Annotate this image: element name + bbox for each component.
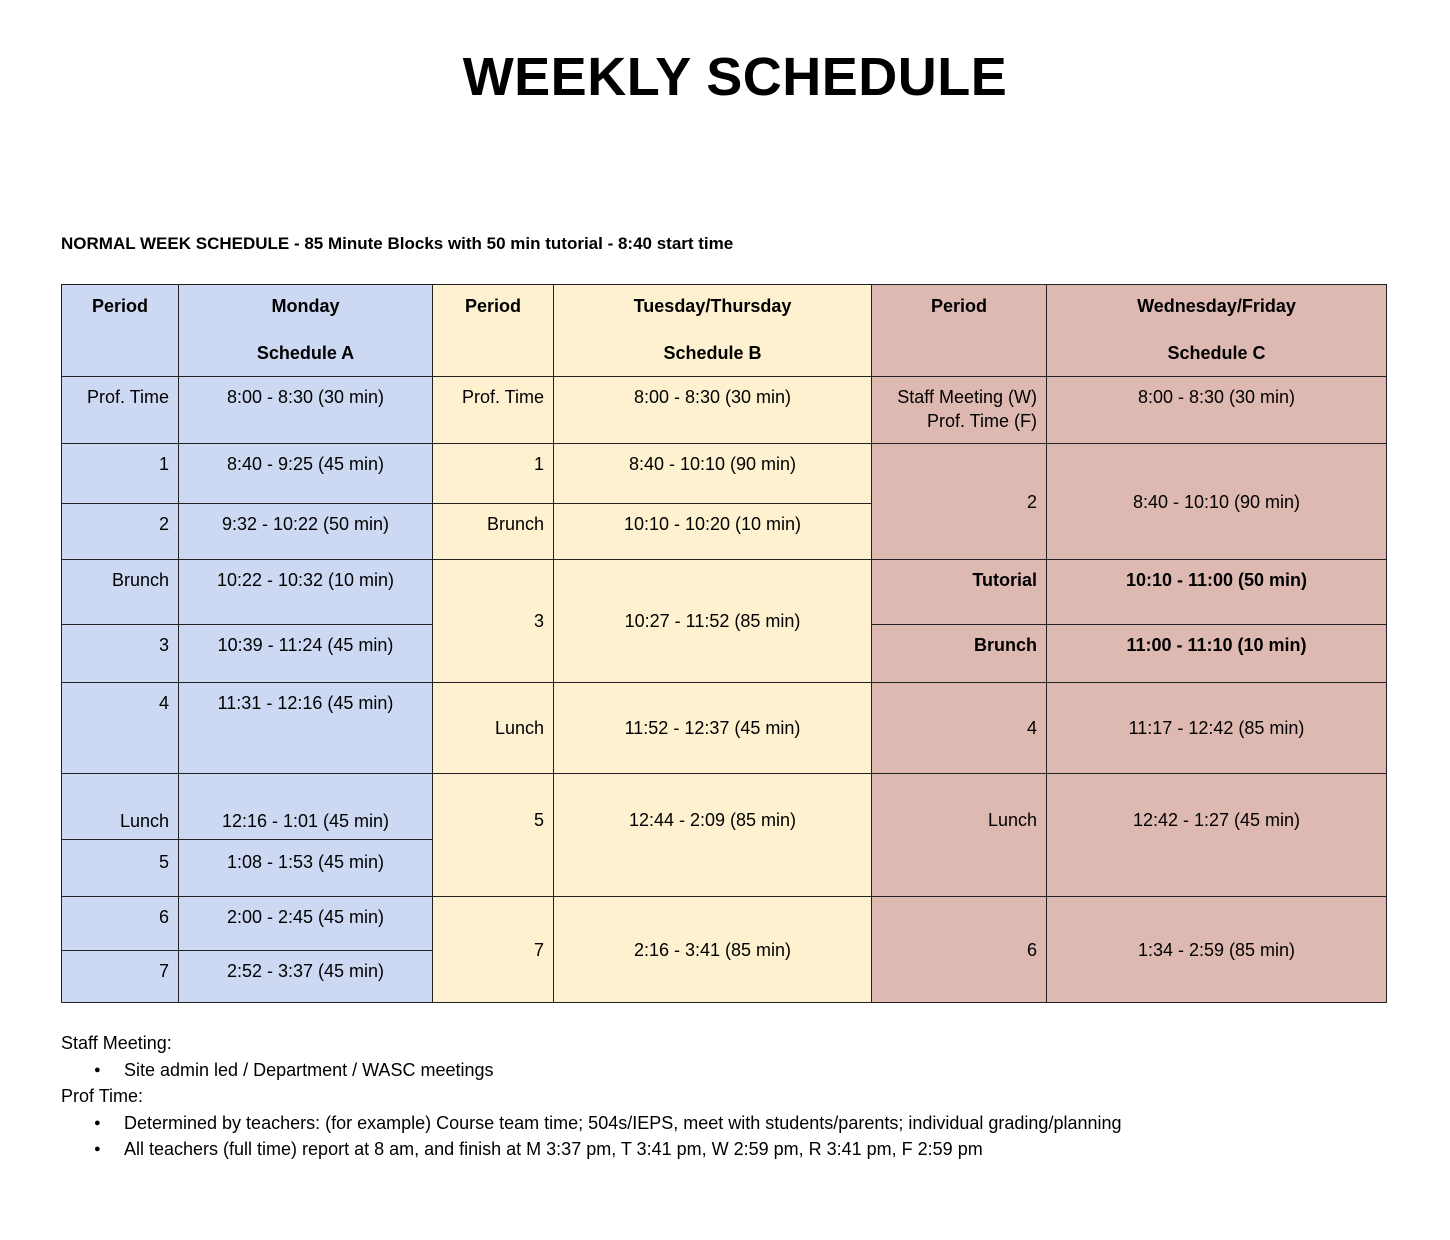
header-tue-thu xyxy=(554,285,872,377)
wed-fri-period-cell xyxy=(872,377,1047,444)
tue-thu-period-cell: Lunch xyxy=(433,683,554,774)
tue-thu-time-cell: 12:44 - 2:09 (85 min) xyxy=(554,774,872,897)
monday-time-cell: 8:00 - 8:30 (30 min) xyxy=(179,377,433,444)
list-item: ● All teachers (full time) report at 8 am, and finish at M 3:37 pm, T 3:41 pm, W 2:59 pm, R 3:41 pm, F 2:59 pm xyxy=(124,1136,1122,1163)
tue-thu-period-cell: Prof. Time xyxy=(433,377,554,444)
wed-fri-period-cell: 4 xyxy=(872,683,1047,774)
tue-thu-time-cell: 10:27 - 11:52 (85 min) xyxy=(554,560,872,683)
wed-fri-time-cell: 12:42 - 1:27 (45 min) xyxy=(1047,774,1387,897)
monday-time-cell: 9:32 - 10:22 (50 min) xyxy=(179,504,433,560)
wed-fri-time-cell: 11:17 - 12:42 (85 min) xyxy=(1047,683,1387,774)
tue-thu-period-cell: 5 xyxy=(433,774,554,897)
table-row xyxy=(62,377,1387,444)
page-title: WEEKLY SCHEDULE xyxy=(462,47,1008,107)
header-schedule-label: Schedule C xyxy=(1167,343,1266,363)
wed-fri-period-line: Prof. Time (F) xyxy=(926,411,1037,431)
monday-period-cell: 6 xyxy=(62,897,179,951)
staff-meeting-label: Staff Meeting: xyxy=(61,1033,172,1053)
table-row xyxy=(62,444,1387,504)
monday-period-cell: Brunch xyxy=(62,560,179,625)
tue-thu-time-cell: 8:40 - 10:10 (90 min) xyxy=(554,444,872,504)
tue-thu-period-cell: 1 xyxy=(433,444,554,504)
wed-fri-time-cell: 10:10 - 11:00 (50 min) xyxy=(1047,560,1387,625)
monday-period-cell: Prof. Time xyxy=(62,377,179,444)
prof-time-label: Prof Time: xyxy=(61,1086,144,1106)
monday-time-cell: 8:40 - 9:25 (45 min) xyxy=(179,444,433,504)
header-period-wed-fri: Period xyxy=(872,285,1047,377)
tue-thu-time-cell: 2:16 - 3:41 (85 min) xyxy=(554,897,872,1003)
tue-thu-time-cell: 10:10 - 10:20 (10 min) xyxy=(554,504,872,560)
monday-time-cell: 10:39 - 11:24 (45 min) xyxy=(179,625,433,683)
monday-time-cell: 1:08 - 1:53 (45 min) xyxy=(179,840,433,897)
wed-fri-time-cell: 1:34 - 2:59 (85 min) xyxy=(1047,897,1387,1003)
header-schedule-label: Schedule A xyxy=(256,343,355,363)
header-monday xyxy=(179,285,433,377)
monday-period-cell: 2 xyxy=(62,504,179,560)
tue-thu-time-cell: 8:00 - 8:30 (30 min) xyxy=(554,377,872,444)
staff-meeting-list xyxy=(61,1057,1122,1084)
schedule-table xyxy=(61,284,1387,1003)
wed-fri-time-cell: 11:00 - 11:10 (10 min) xyxy=(1047,625,1387,683)
wed-fri-period-line: Staff Meeting (W) xyxy=(897,387,1037,407)
tue-thu-period-cell: 7 xyxy=(433,897,554,1003)
table-row xyxy=(62,560,1387,625)
monday-time-cell: 10:22 - 10:32 (10 min) xyxy=(179,560,433,625)
tue-thu-period-cell: 3 xyxy=(433,560,554,683)
header-period-monday: Period xyxy=(62,285,179,377)
header-day-label: Wednesday/Friday xyxy=(1137,296,1296,316)
wed-fri-period-cell: 2 xyxy=(872,444,1047,560)
wed-fri-time-cell: 8:40 - 10:10 (90 min) xyxy=(1047,444,1387,560)
monday-time-cell: 2:52 - 3:37 (45 min) xyxy=(179,951,433,1003)
tue-thu-period-cell: Brunch xyxy=(433,504,554,560)
header-day-label: Monday xyxy=(271,296,340,316)
monday-time-cell: 2:00 - 2:45 (45 min) xyxy=(179,897,433,951)
header-row xyxy=(62,285,1387,377)
header-day-label: Tuesday/Thursday xyxy=(633,296,792,316)
header-schedule-label: Schedule B xyxy=(663,343,762,363)
wed-fri-period-cell: Brunch xyxy=(872,625,1047,683)
header-period-tue-thu: Period xyxy=(433,285,554,377)
monday-time-cell: 11:31 - 12:16 (45 min) xyxy=(179,683,433,774)
header-wed-fri xyxy=(1047,285,1387,377)
monday-period-cell: 4 xyxy=(62,683,179,774)
schedule-table-wrapper xyxy=(61,284,1387,1003)
prof-time-list xyxy=(61,1110,1122,1163)
notes-section xyxy=(61,1030,1122,1163)
monday-period-cell: 1 xyxy=(62,444,179,504)
monday-period-cell: 5 xyxy=(62,840,179,897)
monday-period-cell: 7 xyxy=(62,951,179,1003)
list-item: ● Determined by teachers: (for example) Course team time; 504s/IEPS, meet with students/parents; individual grading/planning xyxy=(124,1110,1122,1137)
monday-period-cell: 3 xyxy=(62,625,179,683)
list-item: ● Site admin led / Department / WASC meetings xyxy=(124,1057,1122,1084)
tue-thu-time-cell: 11:52 - 12:37 (45 min) xyxy=(554,683,872,774)
schedule-subtitle: NORMAL WEEK SCHEDULE - 85 Minute Blocks with 50 min tutorial - 8:40 start time xyxy=(61,234,734,253)
table-row xyxy=(62,897,1387,951)
wed-fri-period-cell: 6 xyxy=(872,897,1047,1003)
table-row xyxy=(62,683,1387,774)
table-row xyxy=(62,774,1387,840)
wed-fri-period-cell: Tutorial xyxy=(872,560,1047,625)
monday-time-cell: 12:16 - 1:01 (45 min) xyxy=(179,774,433,840)
wed-fri-period-cell: Lunch xyxy=(872,774,1047,897)
wed-fri-time-cell: 8:00 - 8:30 (30 min) xyxy=(1047,377,1387,444)
monday-period-cell: Lunch xyxy=(62,774,179,840)
